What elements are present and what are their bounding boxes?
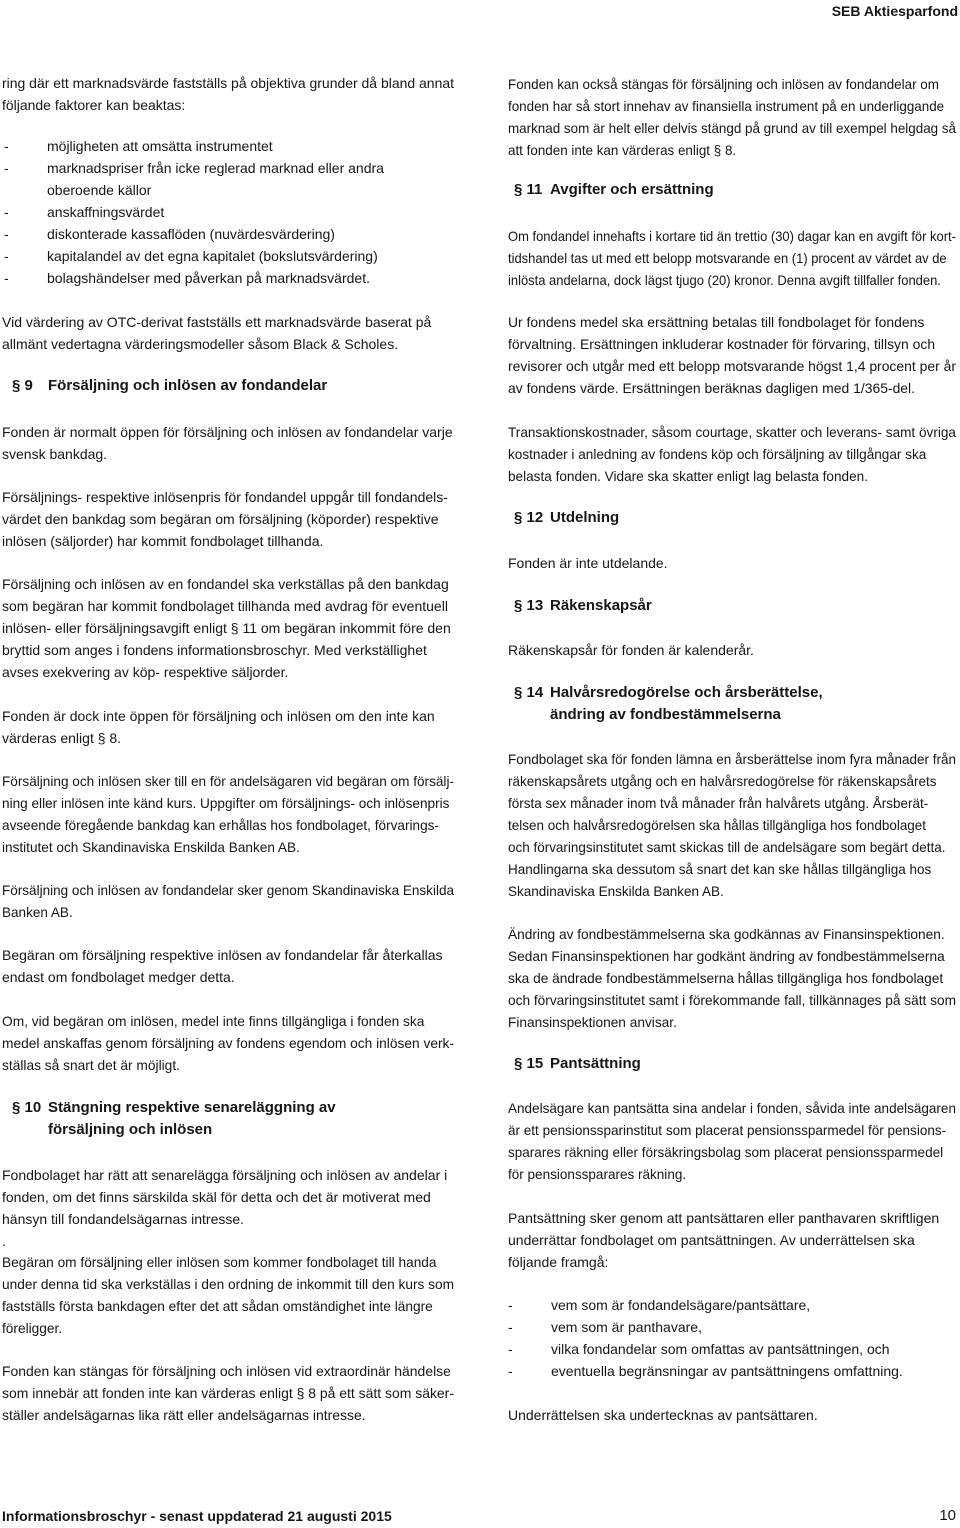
paragraph: Försäljning och inlösen sker till en för andelsägaren vid begäran om försälj- ning eller inlösen inte känd kurs. Uppgifter om försäljnings- och inlösenpris avseende föregående bankdag kan erhållas hos fondbolaget, förvarings- institutet och Skandinaviska Enskilda Banken AB.	[2, 773, 455, 855]
paragraph: Fondbolaget ska för fonden lämna en årsberättelse inom fyra månader från räkenskapsårets utgång och en halvårsredogörelse för räkenskapsårets första sex månader inom två månader från halvårets utgång. Årsberät- telsen och halvårsredogörelsen ska hållas tillgängliga hos fondbolaget och förvaringsinstitutet samt skickas till de andelsägare som begärt detta. Handlingarna ska dessutom så snart det kan ske hållas tillgängliga hos Skandinaviska Enskilda Banken AB.	[508, 751, 956, 899]
footer-text: Informationsbroschyr - senast uppdaterad 21 augusti 2015	[2, 1508, 392, 1524]
list-marker: -	[508, 1297, 513, 1313]
paragraph: Transaktionskostnader, såsom courtage, skatter och leverans- samt övriga kostnader i anledning av fondens köp och försäljning av tillgångar ska belasta fonden. Vidare ska skatter enligt lag belasta fonden.	[508, 424, 956, 484]
paragraph: Försäljning och inlösen av fondandelar sker genom Skandinaviska Enskilda Banken AB.	[2, 882, 455, 920]
section-number: § 15	[514, 1055, 544, 1072]
paragraph: Fonden är inte utdelande.	[508, 555, 668, 571]
list-item	[506, 1294, 903, 1316]
list-item-text: marknadspriser från icke reglerad marknad eller andra oberoende källor	[47, 160, 384, 198]
list-marker: -	[508, 1363, 513, 1379]
paragraph: Ur fondens medel ska ersättning betalas till fondbolaget för fondens förvaltning. Ersättningen inkluderar kostnader för förvaring, tillsyn och revisorer och utgår med ett belopp motsvarande högst 1,4 procent per år av fondens värde. Ersättningen beräknas dagligen med 1/365-del.	[508, 314, 956, 396]
list-item-text: vilka fondandelar som omfattas av pantsättningen, och	[551, 1341, 890, 1357]
section-title: Avgifter och ersättning	[550, 181, 714, 198]
paragraph: ring där ett marknadsvärde fastställs på objektiva grunder då bland annat följande faktorer kan beaktas:	[2, 75, 454, 113]
section-heading-14	[504, 682, 823, 726]
section-heading-9	[2, 375, 327, 397]
page-number: 10	[939, 1507, 956, 1524]
section-title: Försäljning och inlösen av fondandelar	[48, 377, 328, 394]
paragraph: Räkenskapsår för fonden är kalenderår.	[508, 642, 754, 658]
list-item	[506, 1316, 903, 1338]
paragraph: Om fondandel innehafts i kortare tid än trettio (30) dagar kan en avgift för kort- tidshandel tas ut med ett belopp motsvarande en (1) procent av värdet av de inlösta andelarna, dock lägst tjugo (20) kronor. Denna avgift tillfaller fonden.	[508, 228, 956, 288]
section-number: § 11	[514, 181, 543, 198]
list-item	[2, 223, 384, 245]
section-heading-11	[504, 179, 714, 201]
paragraph: Begäran om försäljning eller inlösen som kommer fondbolaget till handa under denna tid ska verkställas i den ordning de inkommit till den kurs som fastställs första bankdagen efter det att sådan omständighet inte längre föreligger.	[2, 1254, 455, 1336]
section-title: Räkenskapsår	[550, 597, 652, 614]
paragraph: Fonden är dock inte öppen för försäljning och inlösen om den inte kan värderas enligt § 8.	[2, 708, 435, 746]
list-item-text: eventuella begränsningar av pantsättningens omfattning.	[551, 1363, 903, 1379]
paragraph: Vid värdering av OTC-derivat fastställs ett marknadsvärde baserat på allmänt vedertagna värderingsmodeller såsom Black & Scholes.	[2, 314, 432, 352]
list-item-text: kapitalandel av det egna kapitalet (bokslutsvärdering)	[47, 248, 378, 264]
paragraph: Fondbolaget har rätt att senarelägga försäljning och inlösen av andelar i fonden, om det finns särskilda skäl för detta och det är motiverat med hänsyn till fondandelsägarnas intresse. .	[2, 1167, 448, 1249]
paragraph: Om, vid begäran om inlösen, medel inte finns tillgängliga i fonden ska medel anskaffas genom försäljning av fondens egendom och inlösen verk- ställas så snart det är möjligt.	[2, 1013, 454, 1073]
paragraph: Andelsägare kan pantsätta sina andelar i fonden, såvida inte andelsägaren är ett pensionssparinstitut som placerat pensionssparmedel för pensions- sparares räkning eller försäkringsbolag som placerat pensionssparmedel för pensionssparares räkning.	[508, 1100, 956, 1182]
section-title: Halvårsredogörelse och årsberättelse, ändring av fondbestämmelserna	[550, 684, 823, 723]
paragraph: Försäljning och inlösen av en fondandel ska verkställas på den bankdag som begäran har kommit fondbolaget tillhanda med avdrag för eventuell inlösen- eller försäljningsavgift enligt § 11 om begäran inkommit före den bryttid som anges i fondens informationsbroschyr. Med verkställighet avses exekvering av köp- respektive säljorder.	[2, 576, 451, 680]
list-marker: -	[4, 138, 9, 154]
paragraph: Försäljnings- respektive inlösenpris för fondandel uppgår till fondandels- värdet den bankdag som begäran om försäljning (köporder) respektive inlösen (säljorder) har kommit fondbolaget tillhanda.	[2, 489, 448, 549]
list-marker: -	[508, 1341, 513, 1357]
section-heading-13	[504, 595, 652, 617]
paragraph: Fonden kan också stängas för försäljning och inlösen av fondandelar om fonden har så stort innehav av finansiella instrument på en underliggande marknad som är helt eller delvis stängd på grund av till exempel helgdag så att fonden inte kan värderas enligt § 8.	[508, 76, 957, 158]
list-marker: -	[4, 248, 9, 264]
list-marker: -	[508, 1319, 513, 1335]
paragraph: Pantsättning sker genom att pantsättaren eller panthavaren skriftligen underrättar fondbolaget om pantsättningen. Av underrättelsen ska följande framgå:	[508, 1210, 940, 1270]
section-title: Stängning respektive senareläggning av försäljning och inlösen	[48, 1099, 336, 1138]
section-number: § 9	[12, 377, 33, 394]
list-item-text: vem som är panthavare,	[551, 1319, 702, 1335]
section-number: § 10	[12, 1099, 42, 1116]
paragraph: Fonden är normalt öppen för försäljning och inlösen av fondandelar varje svensk bankdag.	[2, 424, 453, 462]
section-number: § 13	[514, 597, 544, 614]
list-item	[2, 245, 384, 267]
section-heading-12	[504, 507, 619, 529]
section-title: Utdelning	[550, 509, 620, 526]
section-number: § 12	[514, 509, 544, 526]
paragraph: Underrättelsen ska undertecknas av pantsättaren.	[508, 1407, 818, 1423]
paragraph: Ändring av fondbestämmelserna ska godkännas av Finansinspektionen. Sedan Finansinspektionen har godkänt ändring av fondbestämmelserna ska de ändrade fondbestämmelserna hållas tillgängliga hos fondbolaget och förvaringsinstitutet samt i förekommande fall, tillkännages på sätt som Finansinspektionen anvisar.	[508, 926, 957, 1030]
list-item-text: vem som är fondandelsägare/pantsättare,	[551, 1297, 811, 1313]
document-header-title: SEB Aktiesparfond	[831, 3, 958, 19]
list-item-text: möjligheten att omsätta instrumentet	[47, 138, 273, 154]
list-item-text: bolagshändelser med påverkan på marknadsvärdet.	[47, 270, 370, 286]
list-marker: -	[4, 226, 9, 242]
list-marker: -	[4, 204, 9, 220]
list-marker: -	[4, 270, 9, 286]
section-title: Pantsättning	[550, 1055, 641, 1072]
list-item	[2, 135, 384, 157]
list-item	[2, 267, 384, 289]
list-item	[506, 1338, 903, 1360]
pledge-details-list	[506, 1294, 903, 1382]
paragraph: Fonden kan stängas för försäljning och inlösen vid extraordinär händelse som innebär att fonden inte kan värderas enligt § 8 på ett sätt som säker- ställer andelsägarnas lika rätt eller andelsägarnas intresse.	[2, 1363, 454, 1423]
section-heading-15	[504, 1053, 641, 1075]
list-item	[506, 1360, 903, 1382]
list-item-text: anskaffningsvärdet	[47, 204, 165, 220]
section-heading-10	[2, 1097, 336, 1141]
valuation-factors-list	[2, 135, 384, 289]
list-item-text: diskonterade kassaflöden (nuvärdesvärdering)	[47, 226, 335, 242]
paragraph: Begäran om försäljning respektive inlösen av fondandelar får återkallas endast om fondbolaget medger detta.	[2, 947, 443, 985]
list-marker: -	[4, 160, 9, 176]
section-number: § 14	[514, 684, 544, 701]
list-item	[2, 201, 384, 223]
list-item	[2, 157, 384, 201]
